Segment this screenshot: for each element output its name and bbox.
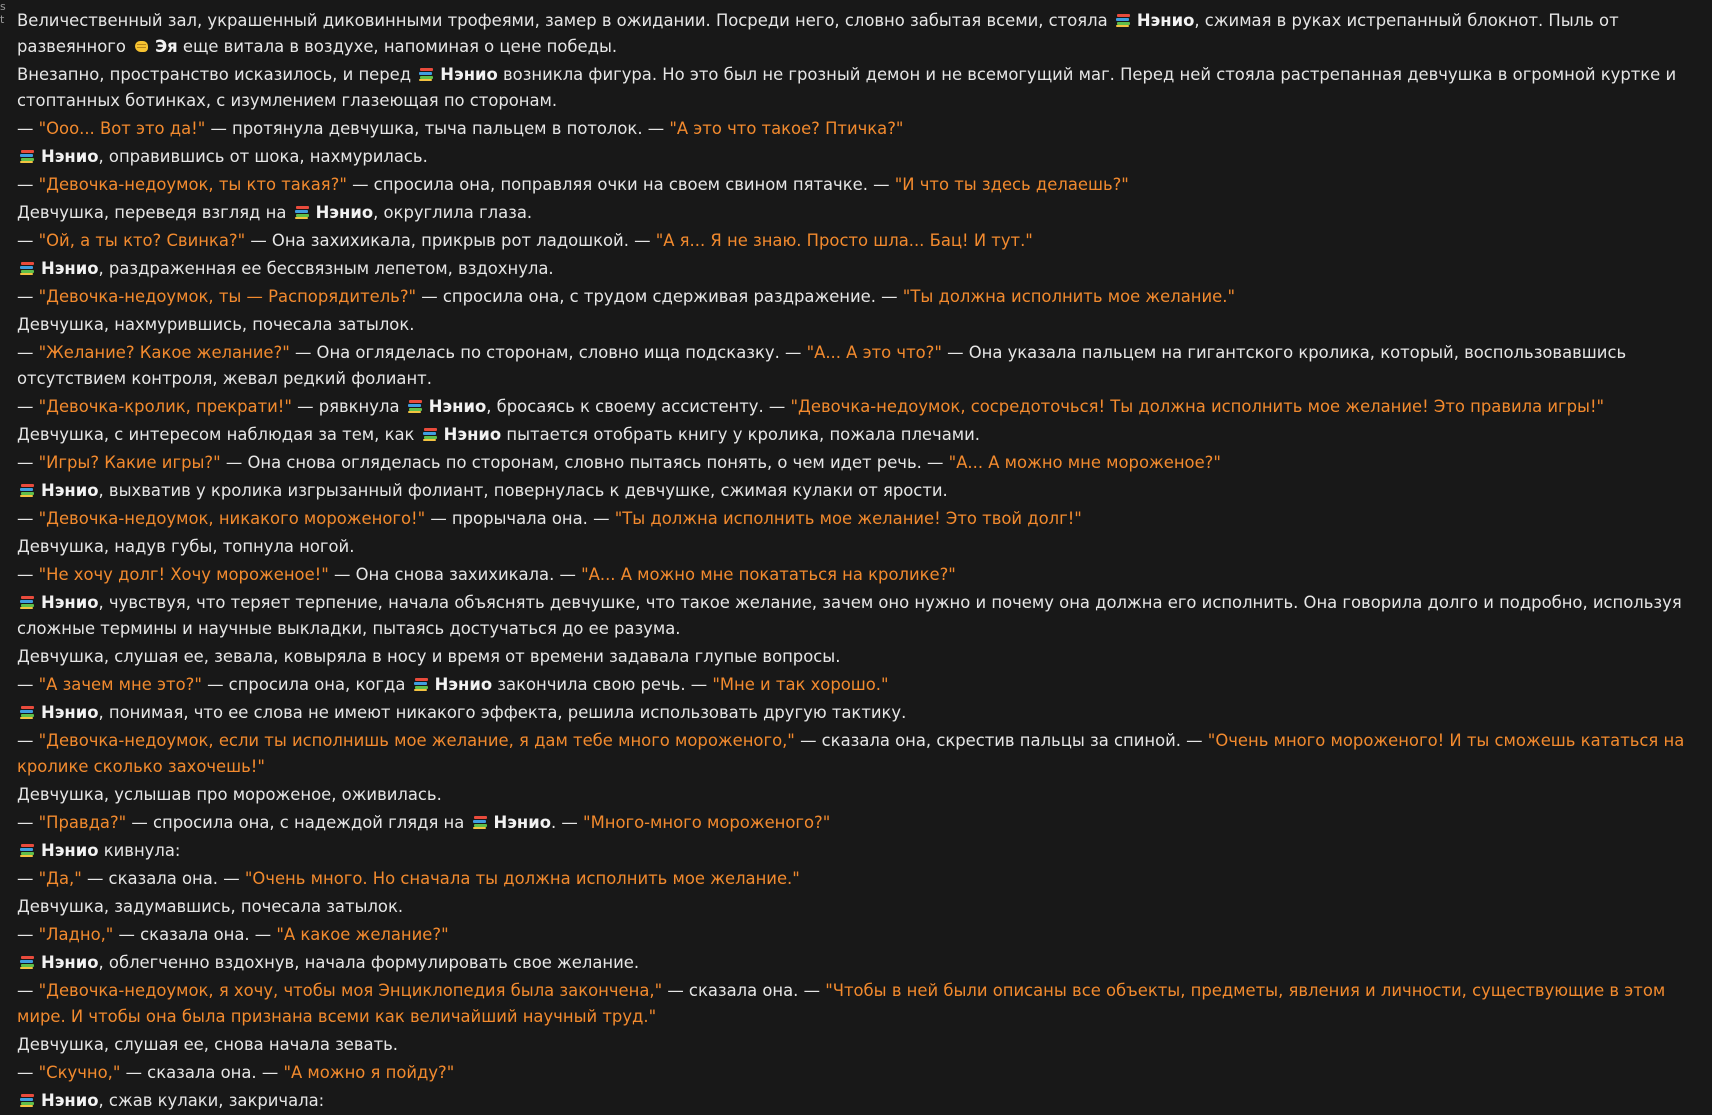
narration-text: — сказала она. — <box>81 869 245 888</box>
story-paragraph <box>17 894 1697 920</box>
character-name: Нэнио <box>443 425 502 444</box>
narration-text: возникла фигура. Но это был не грозный демон и не всемогущий маг. Перед ней стояла растрепанная девчушка в огромной куртке и стоптанных ботинках, с изумлением глазеющая по сторонам. <box>17 65 1677 110</box>
character-name: Нэнио <box>41 259 99 278</box>
narration-text: — <box>17 565 39 584</box>
narration-text: , выхватив у кролика изгрызанный фолиант, повернулась к девчушке, сжимая кулаки от ярости. <box>98 481 948 500</box>
narration-text: , бросаясь к своему ассистенту. — <box>486 397 791 416</box>
narration-text: еще витала в воздухе, напоминая о цене победы. <box>177 37 618 56</box>
books-icon <box>422 427 439 441</box>
narration-text: , сжимая в руках истрепанный блокнот. Пыль от развеянного <box>17 11 1619 56</box>
narration-text: , раздраженная ее бессвязным лепетом, вздохнула. <box>98 259 554 278</box>
narration-text: — спросила она, с надеждой глядя на <box>126 813 470 832</box>
dialogue-quote: "И что ты здесь делаешь?" <box>894 175 1129 194</box>
character-name: Нэнио <box>315 203 374 222</box>
character-name: Нэнио <box>41 953 99 972</box>
books-icon <box>19 595 36 609</box>
dialogue-quote: "Ты должна исполнить мое желание." <box>902 287 1235 306</box>
fist-icon <box>133 39 150 53</box>
dialogue-quote: "А... А это что?" <box>806 343 942 362</box>
story-paragraph <box>17 562 1697 588</box>
narration-text: — <box>17 813 39 832</box>
narration-text: — протянула девчушка, тыча пальцем в потолок. — <box>205 119 670 138</box>
clipped-previous-line <box>22 0 142 3</box>
story-paragraph <box>17 200 1697 226</box>
dialogue-quote: "Чтобы в ней были описаны все объекты, предметы, явления и личности, существующие в этом мире. И чтобы она была признана всеми как величайший научный труд." <box>17 981 1666 1026</box>
narration-text: закончила свою речь. — <box>492 675 713 694</box>
character-name: Нэнио <box>41 1091 99 1110</box>
dialogue-quote: "Девочка-недоумок, никакого мороженого!" <box>38 509 426 528</box>
narration-text: — <box>17 1063 39 1082</box>
dialogue-quote: "Девочка-кролик, прекрати!" <box>38 397 292 416</box>
dialogue-quote: "Ой, а ты кто? Свинка?" <box>38 231 246 250</box>
story-paragraph <box>17 340 1697 392</box>
dialogue-quote: "Девочка-недоумок, ты — Распорядитель?" <box>38 287 417 306</box>
narration-text: Девчушка, надув губы, топнула ногой. <box>17 537 355 556</box>
dialogue-quote: "А... А можно мне покататься на кролике?" <box>581 565 956 584</box>
narration-text: — сказала она, скрестив пальцы за спиной. — <box>794 731 1208 750</box>
dialogue-quote: "А... А можно мне мороженое?" <box>948 453 1221 472</box>
dialogue-quote: "Девочка-недоумок, сосредоточься! Ты должна исполнить мое желание! Это правила игры!" <box>790 397 1605 416</box>
narration-text: пытается отобрать книгу у кролика, пожала плечами. <box>501 425 980 444</box>
books-icon <box>19 483 36 497</box>
story-paragraph <box>17 256 1697 282</box>
dialogue-quote: "Ооо... Вот это да!" <box>38 119 206 138</box>
narration-text: , понимая, что ее слова не имеют никакого эффекта, решила использовать другую тактику. <box>98 703 907 722</box>
narration-text: — Она захихикала, прикрыв рот ладошкой. — <box>245 231 656 250</box>
character-name: Нэнио <box>41 481 99 500</box>
narration-text: — Она снова огляделась по сторонам, словно пытаясь понять, о чем идет речь. — <box>220 453 949 472</box>
story-paragraph <box>17 728 1697 780</box>
dialogue-quote: "А зачем мне это?" <box>38 675 202 694</box>
story-paragraph <box>17 450 1697 476</box>
dialogue-quote: "Девочка-недоумок, ты кто такая?" <box>38 175 347 194</box>
gutter-char: t <box>0 13 5 26</box>
dialogue-quote: "Ты должна исполнить мое желание! Это твой долг!" <box>614 509 1082 528</box>
narration-text: — сказала она. — <box>120 1063 284 1082</box>
books-icon <box>19 1093 36 1107</box>
story-paragraph <box>17 284 1697 310</box>
dialogue-quote: "А я... Я не знаю. Просто шла... Бац! И тут." <box>655 231 1033 250</box>
story-paragraph <box>17 1088 1697 1114</box>
story-paragraph <box>17 62 1697 114</box>
narration-text: Девчушка, переведя взгляд на <box>17 203 292 222</box>
narration-text: — <box>17 981 39 1000</box>
dialogue-quote: "Да," <box>38 869 82 888</box>
books-icon <box>19 955 36 969</box>
narration-text: — сказала она. — <box>113 925 277 944</box>
dialogue-quote: "Правда?" <box>38 813 127 832</box>
dialogue-quote: "А какое желание?" <box>276 925 449 944</box>
story-paragraph <box>17 672 1697 698</box>
narration-text: кивнула: <box>98 841 181 860</box>
dialogue-quote: "Много-много мороженого?" <box>583 813 831 832</box>
story-paragraph <box>17 590 1697 642</box>
books-icon <box>19 843 36 857</box>
character-name: Нэнио <box>493 813 552 832</box>
story-paragraph <box>17 1060 1697 1086</box>
story-paragraph <box>17 228 1697 254</box>
books-icon <box>418 67 435 81</box>
character-name: Нэнио <box>41 703 99 722</box>
books-icon <box>1115 13 1132 27</box>
story-paragraph <box>17 506 1697 532</box>
story-paragraph <box>17 1032 1697 1058</box>
narration-text: — <box>17 453 39 472</box>
story-paragraph <box>17 866 1697 892</box>
narration-text: — <box>17 397 39 416</box>
books-icon <box>472 815 489 829</box>
narration-text: — <box>17 231 39 250</box>
character-name: Нэнио <box>41 147 99 166</box>
story-paragraph <box>17 978 1697 1030</box>
dialogue-quote: "Игры? Какие игры?" <box>38 453 221 472</box>
narration-text: — прорычала она. — <box>425 509 615 528</box>
character-name: Нэнио <box>41 841 99 860</box>
story-paragraph <box>17 950 1697 976</box>
narration-text: — <box>17 175 39 194</box>
narration-text: , чувствуя, что теряет терпение, начала объяснять девчушке, что такое желание, зачем оно нужно и почему она должна его исполнить. Она говорила долго и подробно, используя сложные термины и научные выкладки, пытаясь достучаться до ее разума. <box>17 593 1682 638</box>
narration-text: Величественный зал, украшенный диковинными трофеями, замер в ожидании. Посреди него, словно забытая всеми, стояла <box>17 11 1113 30</box>
story-text <box>17 8 1697 1115</box>
dialogue-quote: "Очень много. Но сначала ты должна исполнить мое желание." <box>244 869 800 888</box>
character-name: Эя <box>155 37 178 56</box>
narration-text: . — <box>551 813 584 832</box>
story-paragraph <box>17 782 1697 808</box>
narration-text: — спросила она, когда <box>201 675 411 694</box>
narration-text: — <box>17 731 39 750</box>
narration-text: , сжав кулаки, закричала: <box>98 1091 325 1110</box>
narration-text: Девчушка, нахмурившись, почесала затылок. <box>17 315 415 334</box>
story-paragraph <box>17 312 1697 338</box>
narration-text: Девчушка, с интересом наблюдая за тем, как <box>17 425 420 444</box>
narration-text: — спросила она, с трудом сдерживая раздражение. — <box>416 287 903 306</box>
narration-text: , округлила глаза. <box>373 203 533 222</box>
narration-text: , облегченно вздохнув, начала формулировать свое желание. <box>98 953 640 972</box>
narration-text: — Она указала пальцем на гигантского кролика, который, воспользовавшись отсутствием контроля, жевал редкий фолиант. <box>17 343 1627 388</box>
story-paragraph <box>17 644 1697 670</box>
dialogue-quote: "Ладно," <box>38 925 114 944</box>
narration-text: — <box>17 509 39 528</box>
narration-text: — Она снова захихикала. — <box>328 565 582 584</box>
narration-text: — сказала она. — <box>662 981 826 1000</box>
books-icon <box>407 399 424 413</box>
narration-text: — <box>17 343 39 362</box>
books-icon <box>19 705 36 719</box>
narration-text: — <box>17 925 39 944</box>
gutter-char: s <box>0 0 6 13</box>
books-icon <box>294 205 311 219</box>
narration-text: Девчушка, слушая ее, снова начала зевать. <box>17 1035 398 1054</box>
narration-text: — <box>17 287 39 306</box>
story-paragraph <box>17 534 1697 560</box>
character-name: Нэнио <box>428 397 487 416</box>
character-name: Нэнио <box>440 65 498 84</box>
narration-text: Девчушка, услышав про мороженое, оживилась. <box>17 785 442 804</box>
gutter-fragment <box>0 0 7 26</box>
story-paragraph <box>17 810 1697 836</box>
dialogue-quote: "Не хочу долг! Хочу мороженое!" <box>38 565 329 584</box>
character-name: Нэнио <box>1136 11 1195 30</box>
story-paragraph <box>17 8 1697 60</box>
story-paragraph <box>17 116 1697 142</box>
story-paragraph <box>17 394 1697 420</box>
dialogue-quote: "А можно я пойду?" <box>283 1063 455 1082</box>
narration-text: , оправившись от шока, нахмурилась. <box>98 147 428 166</box>
narration-text: — <box>17 869 39 888</box>
story-paragraph <box>17 144 1697 170</box>
story-paragraph <box>17 922 1697 948</box>
dialogue-quote: "Скучно," <box>38 1063 121 1082</box>
story-paragraph <box>17 478 1697 504</box>
books-icon <box>19 261 36 275</box>
narration-text: Девчушка, задумавшись, почесала затылок. <box>17 897 404 916</box>
story-paragraph <box>17 838 1697 864</box>
narration-text: Внезапно, пространство исказилось, и перед <box>17 65 417 84</box>
narration-text: — рявкнула <box>291 397 405 416</box>
books-icon <box>19 149 36 163</box>
narration-text: — Она огляделась по сторонам, словно ища подсказку. — <box>289 343 807 362</box>
narration-text: Девчушка, слушая ее, зевала, ковыряла в носу и время от времени задавала глупые вопросы. <box>17 647 841 666</box>
character-name: Нэнио <box>41 593 99 612</box>
narration-text: — спросила она, поправляя очки на своем свином пятачке. — <box>346 175 895 194</box>
story-paragraph <box>17 172 1697 198</box>
dialogue-quote: "Очень много мороженого! И ты сможешь кататься на кролике сколько захочешь!" <box>17 731 1685 776</box>
dialogue-quote: "Желание? Какое желание?" <box>38 343 290 362</box>
books-icon <box>413 677 430 691</box>
dialogue-quote: "Девочка-недоумок, если ты исполнишь мое желание, я дам тебе много мороженого," <box>38 731 795 750</box>
dialogue-quote: "Девочка-недоумок, я хочу, чтобы моя Энциклопедия была закончена," <box>38 981 663 1000</box>
character-name: Нэнио <box>434 675 493 694</box>
dialogue-quote: "А это что такое? Птичка?" <box>669 119 904 138</box>
narration-text: — <box>17 119 39 138</box>
story-paragraph <box>17 422 1697 448</box>
dialogue-quote: "Мне и так хорошо." <box>712 675 889 694</box>
narration-text: — <box>17 675 39 694</box>
story-paragraph <box>17 700 1697 726</box>
